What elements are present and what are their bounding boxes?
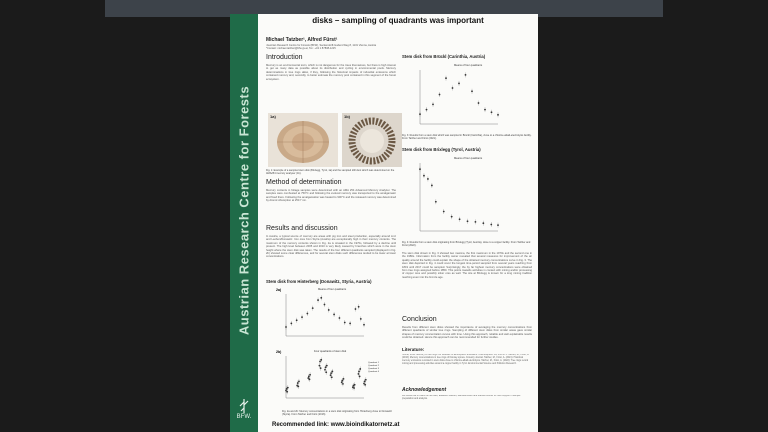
photo-label-a: 1a) [270, 114, 276, 119]
chart-axis [286, 356, 364, 398]
data-point [431, 185, 433, 187]
data-point [297, 385, 299, 387]
intro-text: Mercury is an environmental toxin, which is not dangerous for the trees themselves, but there is high interest to get as many data as possible about its distribution and cycling in environmental pools. Mercury determinations in tree rings allow, if they, following the historical impacts of industrial emissions which contained mercury and, secondly, to better estimate the mercury pool contained in this segment of the forest ecosystem. [266, 64, 396, 81]
data-point [364, 380, 366, 382]
data-point [286, 391, 288, 393]
data-point [451, 216, 453, 218]
data-point [319, 365, 321, 367]
fig2-caption: Fig. 2a and 2b: Mercury concentrations in a stem disk originating from Hinterberg close to Donawitz (Styria). From Tatzber and Fürst (2016) [282, 410, 392, 417]
data-point [330, 372, 332, 374]
data-point [306, 313, 308, 315]
data-point [298, 380, 300, 382]
data-point [354, 384, 356, 386]
contact-line: *Contact: michael.tatzber@bfw.gv.at, Tel.: +43 1 87838-1215 [266, 47, 336, 51]
affiliation [266, 44, 396, 50]
method-heading: Method of determination [266, 179, 342, 186]
data-point [419, 113, 421, 115]
logo-text: BFW. [236, 414, 252, 420]
data-point [342, 383, 344, 385]
data-point [478, 102, 480, 104]
chart-axis [420, 70, 498, 124]
ack-heading: Acknowledgement [402, 387, 447, 393]
fig3-caption: Fig. 3: Results from a stem disk which was sampled in Brückl (Carinthia), close to a chlorine-alkali-electrolysis facility. From Tatzber and Fürst (2021). [402, 134, 532, 141]
stem-disk-image [268, 113, 338, 167]
chart-2a-label: 2a) [276, 288, 282, 292]
chart-axis [286, 294, 364, 336]
chart-4 [410, 155, 520, 239]
data-point [465, 74, 467, 76]
authors: Michael Tatzber¹, Alfred Fürst¹ [266, 37, 338, 43]
legend-item: Quadrant 2 [368, 365, 379, 367]
legend-item: Quadrant 3 [368, 368, 379, 370]
data-point [439, 94, 441, 96]
data-point [491, 111, 493, 113]
chart-2b-title: Four quadrants of stem disk [314, 350, 347, 353]
data-point [309, 374, 311, 376]
data-point [324, 304, 326, 306]
data-point [285, 326, 287, 328]
brixlegg-text: The stem disk shown in Fig. 3 showed two maxima, the first maximum in the 1970s and the second one in the 1980s. Information from the facility owner revealed that several measures for improvement of the air quality around the facility could explain the shape of the obtained mercury concentrations curve in Fig. 3. The stem disk depicted in Fig. 4 could cover the longest time-period sampled from several years reaching from 1819 until 2017 could be sampled. Surprisingly, the by far highest mercury concentrations were obtained from tree rings assigned before 1850. This points towards activities in context with mining and/or processing of copper ores and possibly silver ores as well. The site at Brixlegg is known for a long mining tradition reaching even into the bronze age. [402, 252, 532, 279]
data-point [344, 322, 346, 324]
poster-title: disks – sampling of quadrants was important [312, 16, 484, 25]
results-heading: Results and discussion [266, 225, 338, 232]
chart-2b-svg [276, 348, 386, 406]
data-point [353, 387, 355, 389]
data-point [331, 371, 333, 373]
fig4-caption: Fig. 4: Results from a stem disk originating from Brixlegg (Tyrol, Austria), close to a copper facility. From Tatzber and Fürst (2022). [402, 241, 531, 248]
data-point [445, 77, 447, 79]
data-point [320, 367, 322, 369]
chart-3-svg [410, 62, 520, 132]
legend-item: Quadrant 4 [368, 371, 379, 373]
data-point [325, 366, 327, 368]
data-point [339, 317, 341, 319]
chart-2b-legend [368, 362, 379, 374]
data-point [358, 371, 360, 373]
sidebar-text: Austrian Research Centre for Forests [236, 85, 252, 336]
literature-heading: Literature: [402, 347, 425, 352]
chart-2a [276, 286, 386, 344]
data-point [443, 211, 445, 213]
brueckl-heading: Stem disk from Brückl (Carinthia, Austria) [402, 54, 486, 59]
data-point [359, 368, 361, 370]
data-point [317, 299, 319, 301]
data-point [360, 318, 362, 320]
recommended-link [272, 422, 399, 428]
data-point [427, 178, 429, 180]
legend-item: Quadrant 1 [368, 362, 379, 364]
data-point [452, 87, 454, 89]
data-point [419, 168, 421, 170]
hinterberg-heading: Stem disk from Hinterberg (Donawitz, Styria, Austria) [266, 279, 372, 284]
chart-axis [420, 163, 498, 231]
data-point [320, 297, 322, 299]
data-point [432, 103, 434, 105]
data-point [349, 323, 351, 325]
chart-4-svg [410, 155, 520, 239]
chart-4-title: Means of four quadrants [454, 157, 483, 160]
poster-content [262, 14, 534, 432]
data-point [290, 323, 292, 325]
drill-dust-photo [342, 113, 402, 167]
fig1-caption: Fig. 1: Example of a sampled stem disk (Brixlegg, Tyrol, 1a) and the sampled drill dust which was determined on the AMA254 mercury analyser (1b). [266, 169, 395, 176]
recommend-url[interactable]: www.bioindikatornetz.at [330, 422, 400, 428]
data-point [341, 380, 343, 382]
stem-disk-photo [268, 113, 338, 167]
data-point [331, 376, 333, 378]
data-point [364, 384, 366, 386]
data-point [301, 316, 303, 318]
data-point [484, 109, 486, 111]
data-point [328, 309, 330, 311]
data-point [458, 83, 460, 85]
data-point [320, 359, 322, 361]
photo-label-b: 1b) [344, 114, 350, 119]
data-point [490, 224, 492, 226]
data-point [467, 220, 469, 222]
data-point [287, 387, 289, 389]
intro-heading: Introduction [266, 54, 303, 61]
drill-dust-image [342, 113, 402, 167]
conclusion-text: Results from different stem disks showed the importance of averaging the mercury concentrations from different quadrants of similar tree rings. Sampling of different stem disks from similar areas gave similar shapes of mercury concentration curves with time. Using this approach, reliable and well explainable results could be obtained. Hence this approach can be recommended for further studies. [402, 326, 532, 340]
chart-2a-title: Means of four quadrants [318, 288, 347, 291]
data-point [359, 376, 361, 378]
literature-text: Hulme, 2010: Mercury in tree rings: An indicator of atmospheric emissions. Chemosphere. 89, 456–471. Tatzber, M., Fürst, A. (2016): Mercury concentrations in tree rings of Norway spruce. Forestry Journal. Tatzber, M., Fürst, A. (2021): Historical mercury emissions recorded in stem disks close to chlorine-alkali electrolysis. Tatzber, M., Fürst, A. (2022): Tree rings record mining and processing activities around a copper facility in Tyrol. Environmental Science and Pollution Research. [402, 354, 530, 365]
data-point [426, 109, 428, 111]
data-point [475, 221, 477, 223]
data-point [296, 319, 298, 321]
ack-text: We would like to thank our lab staff, Elisabeth Wallner, Barbara Reiter and Martina Ketzler for their support in sample preparation and analysis. [402, 395, 521, 400]
data-point [459, 218, 461, 220]
affiliation-line: ¹Austrian Research Centre for Forests (BFW), Seckendorff-Gudent-Weg 8, 1131 Vienna, Austria [266, 44, 377, 47]
method-text: Mercury contents in foliage samples were determined with an AMA 254 Advanced Mercury Analyzer. The samples were combusted at 750°C and following the evolved mercury was transported to the amalgamator and fixed there. Following the amalgamation was heated to 900°C and the released mercury was determined by Atomic Absorption at 253.7 nm. [266, 189, 396, 203]
chart-3 [410, 62, 520, 132]
bfw-logo [235, 398, 253, 428]
brixlegg-heading: Stem disk from Brixlegg (Tyrol, Austria) [402, 147, 481, 152]
data-point [297, 382, 299, 384]
data-point [358, 306, 360, 308]
recommend-label: Recommended link: [272, 422, 330, 428]
chart-2b [276, 348, 386, 406]
data-point [312, 307, 314, 309]
chart-2b-label: 2b) [276, 350, 282, 354]
conclusion-heading: Conclusion [402, 316, 437, 323]
data-point [435, 201, 437, 203]
data-point [497, 114, 499, 116]
tree-logo-icon [238, 398, 250, 414]
data-point [326, 365, 328, 367]
data-point [365, 379, 367, 381]
data-point [471, 90, 473, 92]
data-point [319, 361, 321, 363]
data-point [363, 324, 365, 326]
results-text: In Austria, a typical source of mercury are areas with pig iron and steel production, especially around Linz and Leoben/Donawitz. Iron ores from Styria (Austria) are exceptionally high in their mercury contents. The maximum of the mercury contents shown in Fig. 2a is situated in the 1970s, followed by a decline until present. The high level between 2005 and 2010 is very likely caused by branches which were in the stem height where the stem disk was taken. The results of the four different quadrants sampled (displayed in Fig. 2b) showed some clear differences, and for several stem disks such differences tended to be lower at lower concentrations. [266, 235, 396, 259]
data-point [423, 175, 425, 177]
chart-2a-svg [276, 286, 386, 344]
data-point [325, 371, 327, 373]
data-point [343, 378, 345, 380]
data-point [355, 308, 357, 310]
data-point [309, 378, 311, 380]
data-point [497, 224, 499, 226]
chart-3-title: Means of four quadrants [454, 64, 483, 67]
data-point [482, 222, 484, 224]
data-point [333, 314, 335, 316]
